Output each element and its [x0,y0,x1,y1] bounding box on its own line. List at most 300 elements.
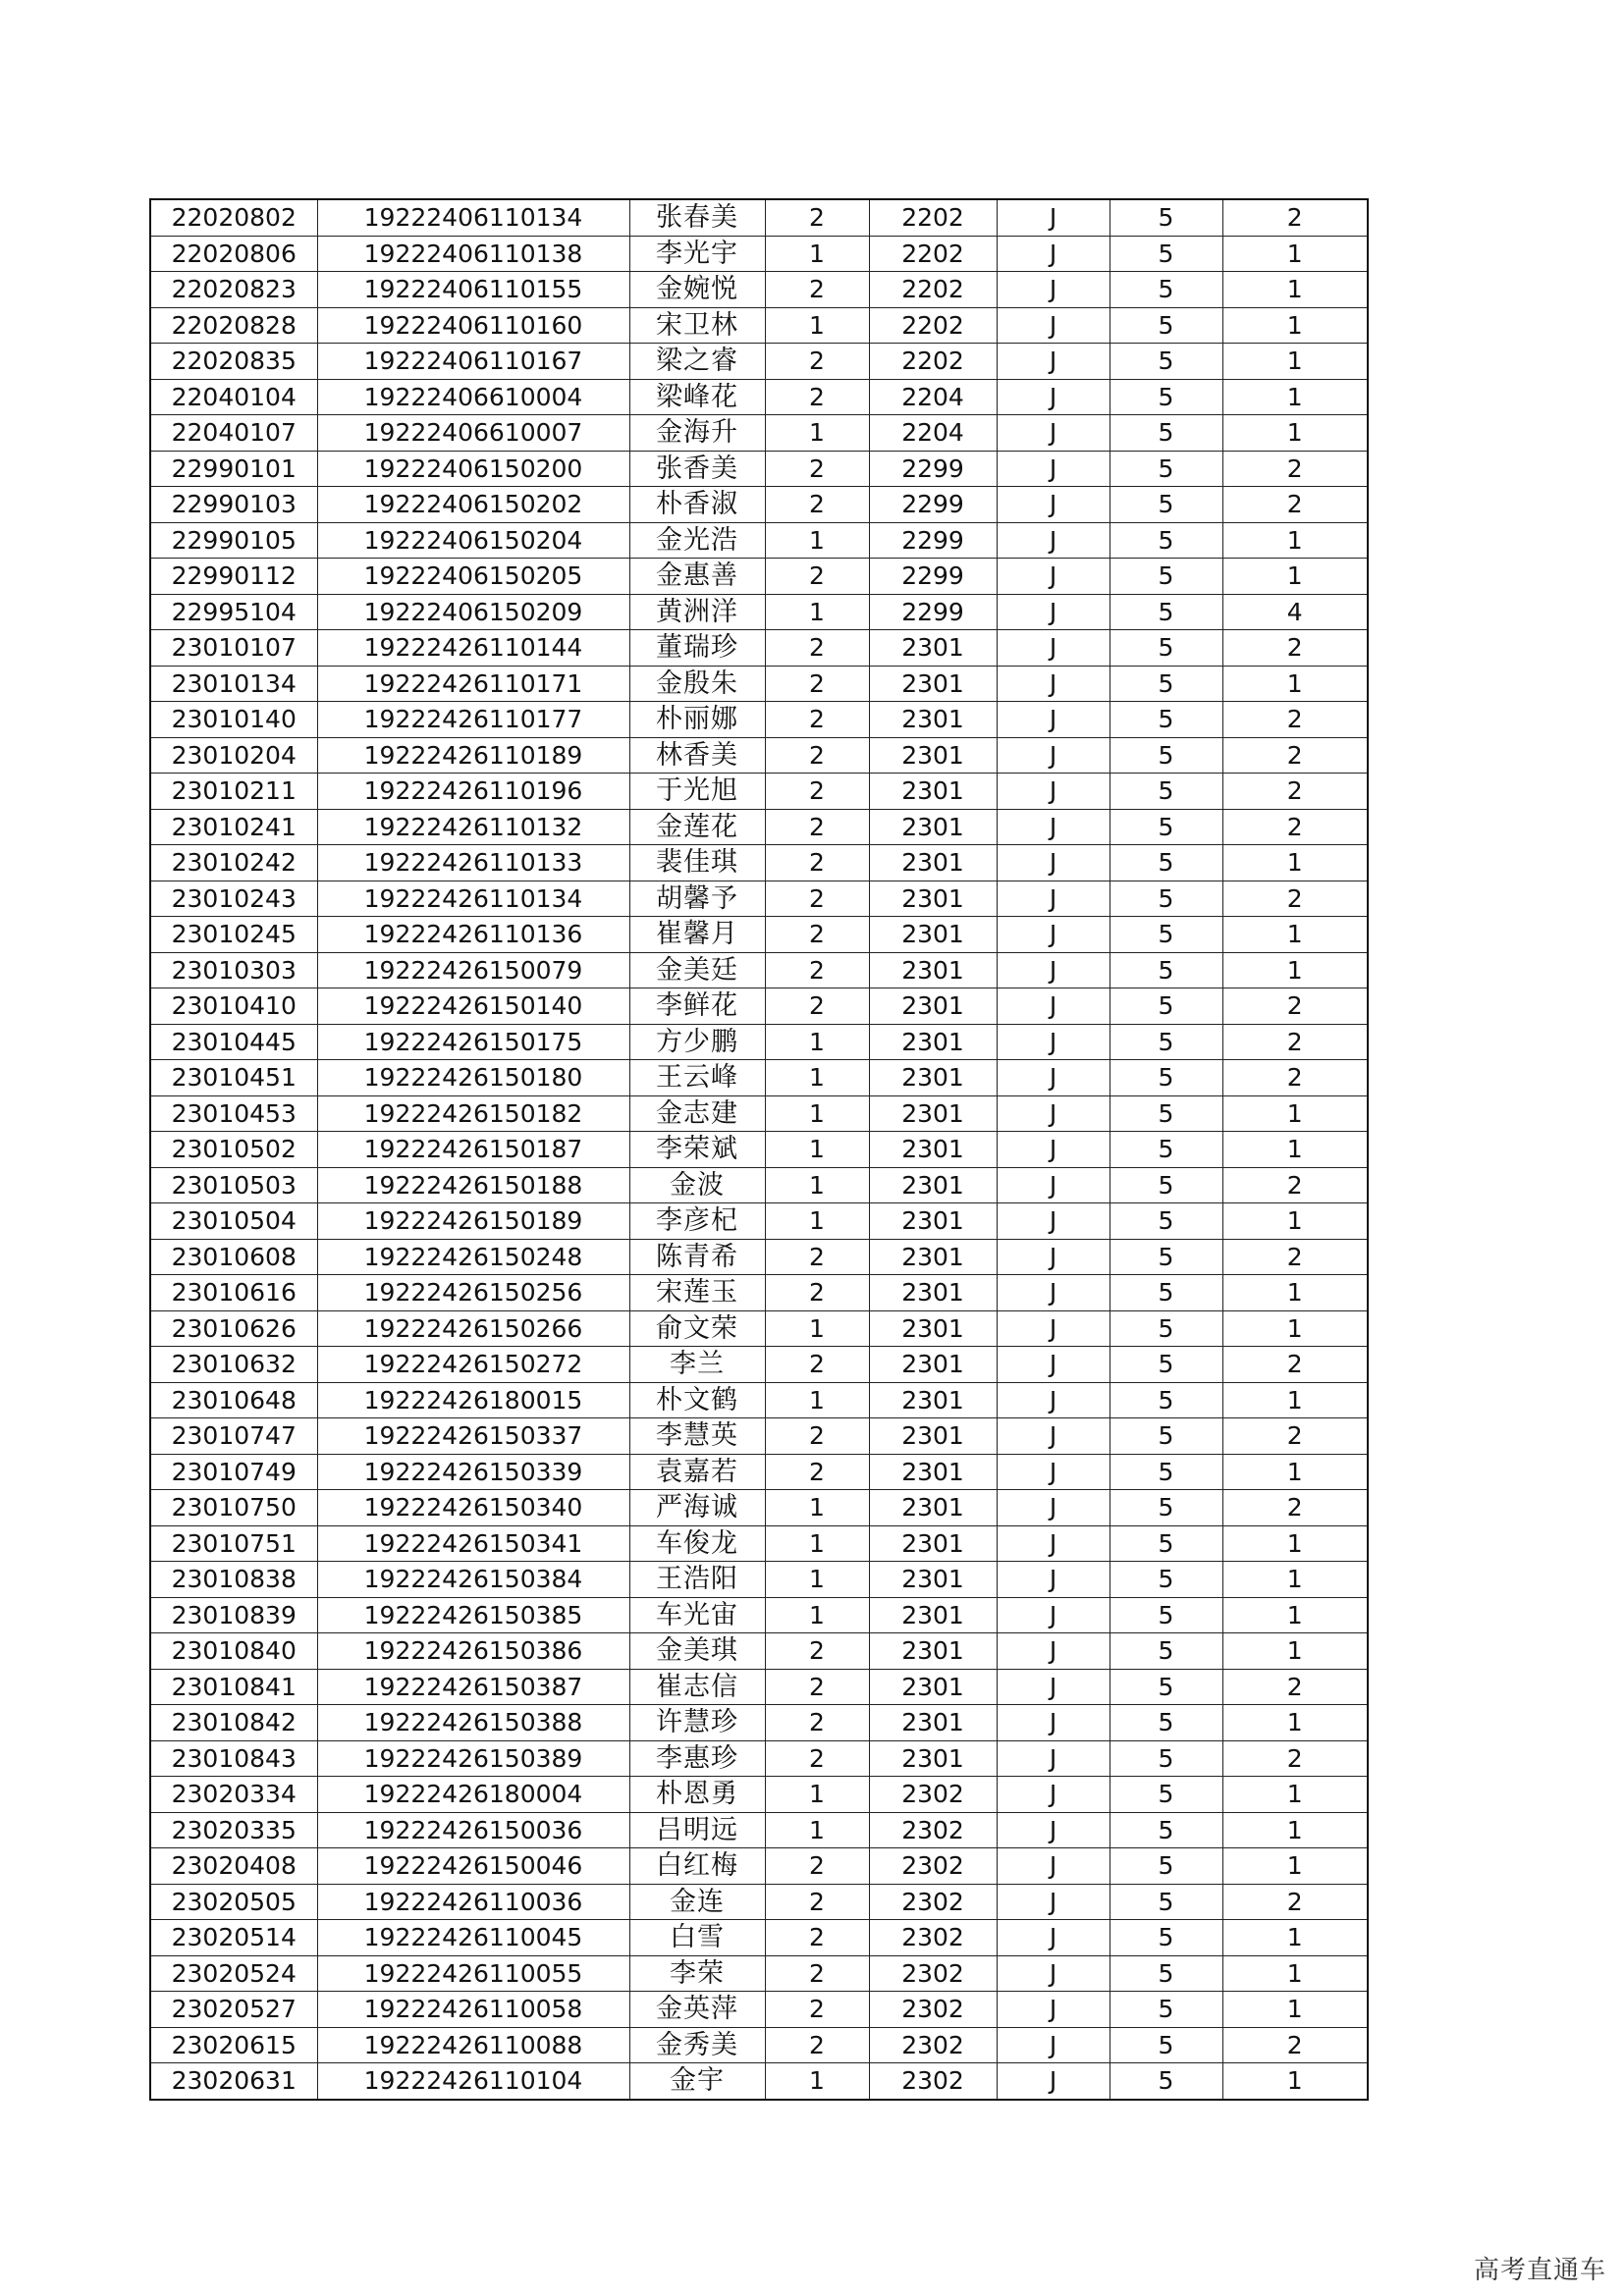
table-row [150,307,1368,344]
name-cell: 黄洲洋 [629,594,765,630]
class-code-cell: 2301 [869,1525,997,1562]
category-cell: J [997,809,1110,845]
exam-number-cell: 23010502 [150,1132,317,1168]
name-cell: 董瑞珍 [629,630,765,667]
class-code-cell: 2301 [869,1310,997,1347]
category-cell: J [997,451,1110,487]
gender-cell: 2 [765,988,869,1025]
table-row [150,1669,1368,1705]
exam-number-cell: 22040107 [150,415,317,452]
gender-cell: 2 [765,1705,869,1741]
class-code-cell: 2301 [869,1490,997,1526]
score-cell: 2 [1222,702,1368,738]
name-cell: 李荣 [629,1955,765,1992]
gender-cell: 2 [765,1239,869,1275]
name-cell: 宋卫林 [629,307,765,344]
table-row [150,952,1368,988]
candidate-id-cell: 19222426150340 [317,1490,629,1526]
exam-number-cell: 23010749 [150,1454,317,1490]
exam-number-cell: 22995104 [150,594,317,630]
candidate-id-cell: 19222426110136 [317,917,629,953]
class-code-cell: 2202 [869,307,997,344]
score-cell: 1 [1222,1633,1368,1670]
class-code-cell: 2301 [869,1382,997,1418]
level-cell: 5 [1110,988,1222,1025]
class-code-cell: 2302 [869,1920,997,1956]
level-cell: 5 [1110,379,1222,415]
candidate-id-cell: 19222406150205 [317,559,629,595]
candidate-id-cell: 19222406150202 [317,487,629,523]
category-cell: J [997,1884,1110,1920]
level-cell: 5 [1110,1382,1222,1418]
candidate-id-cell: 19222426150182 [317,1095,629,1132]
class-code-cell: 2301 [869,1633,997,1670]
exam-number-cell: 23010453 [150,1095,317,1132]
level-cell: 5 [1110,1167,1222,1203]
gender-cell: 2 [765,2027,869,2063]
level-cell: 5 [1110,1562,1222,1598]
class-code-cell: 2202 [869,236,997,272]
name-cell: 宋莲玉 [629,1275,765,1311]
name-cell: 金光浩 [629,522,765,559]
gender-cell: 2 [765,379,869,415]
table-row [150,487,1368,523]
name-cell: 吕明远 [629,1812,765,1848]
level-cell: 5 [1110,1024,1222,1060]
name-cell: 王云峰 [629,1060,765,1096]
candidate-id-cell: 19222426110132 [317,809,629,845]
gender-cell: 2 [765,702,869,738]
candidate-id-cell: 19222406110160 [317,307,629,344]
level-cell: 5 [1110,1669,1222,1705]
table-row [150,1633,1368,1670]
candidate-id-cell: 19222426150256 [317,1275,629,1311]
level-cell: 5 [1110,272,1222,308]
score-cell: 2 [1222,451,1368,487]
score-cell: 1 [1222,666,1368,702]
category-cell: J [997,1095,1110,1132]
name-cell: 金连 [629,1884,765,1920]
gender-cell: 1 [765,1525,869,1562]
candidate-id-cell: 19222426150036 [317,1812,629,1848]
score-cell: 1 [1222,344,1368,380]
category-cell: J [997,1167,1110,1203]
table-row [150,1132,1368,1168]
class-code-cell: 2301 [869,1060,997,1096]
name-cell: 袁嘉若 [629,1454,765,1490]
watermark-text: 高考直通车 [1473,2256,1606,2285]
score-cell: 2 [1222,2027,1368,2063]
exam-number-cell: 23010648 [150,1382,317,1418]
score-cell: 2 [1222,774,1368,810]
category-cell: J [997,1562,1110,1598]
exam-number-cell: 22020806 [150,236,317,272]
score-cell: 1 [1222,917,1368,953]
table-row [150,1777,1368,1813]
class-code-cell: 2204 [869,415,997,452]
exam-number-cell: 22020828 [150,307,317,344]
exam-number-cell: 23010211 [150,774,317,810]
score-cell: 1 [1222,2063,1368,2100]
table-row [150,1992,1368,2028]
candidate-id-cell: 19222426110045 [317,1920,629,1956]
class-code-cell: 2301 [869,1347,997,1383]
score-cell: 2 [1222,630,1368,667]
class-code-cell: 2301 [869,1203,997,1240]
level-cell: 5 [1110,737,1222,774]
class-code-cell: 2299 [869,451,997,487]
category-cell: J [997,1060,1110,1096]
category-cell: J [997,1275,1110,1311]
exam-number-cell: 23020615 [150,2027,317,2063]
level-cell: 5 [1110,344,1222,380]
gender-cell: 1 [765,1167,869,1203]
exam-number-cell: 22020835 [150,344,317,380]
level-cell: 5 [1110,1275,1222,1311]
level-cell: 5 [1110,559,1222,595]
class-code-cell: 2301 [869,1024,997,1060]
name-cell: 李慧英 [629,1418,765,1455]
score-cell: 1 [1222,1525,1368,1562]
name-cell: 朴丽娜 [629,702,765,738]
name-cell: 朴文鹤 [629,1382,765,1418]
table-row [150,236,1368,272]
level-cell: 5 [1110,1525,1222,1562]
gender-cell: 2 [765,1848,869,1885]
level-cell: 5 [1110,1848,1222,1885]
category-cell: J [997,1525,1110,1562]
score-cell: 1 [1222,1920,1368,1956]
level-cell: 5 [1110,1705,1222,1741]
score-cell: 2 [1222,809,1368,845]
exam-number-cell: 23010751 [150,1525,317,1562]
score-cell: 1 [1222,1597,1368,1633]
score-cell: 2 [1222,1490,1368,1526]
table-row [150,1418,1368,1455]
level-cell: 5 [1110,1597,1222,1633]
exam-number-cell: 22990103 [150,487,317,523]
level-cell: 5 [1110,1095,1222,1132]
exam-number-cell: 22020823 [150,272,317,308]
candidate-id-cell: 19222426110189 [317,737,629,774]
exam-number-cell: 23020335 [150,1812,317,1848]
score-cell: 2 [1222,487,1368,523]
level-cell: 5 [1110,774,1222,810]
exam-number-cell: 23010140 [150,702,317,738]
score-cell: 1 [1222,845,1368,881]
name-cell: 崔志信 [629,1669,765,1705]
class-code-cell: 2301 [869,1454,997,1490]
exam-number-cell: 23010503 [150,1167,317,1203]
category-cell: J [997,737,1110,774]
gender-cell: 2 [765,272,869,308]
gender-cell: 1 [765,1060,869,1096]
candidate-id-cell: 19222426150339 [317,1454,629,1490]
class-code-cell: 2299 [869,487,997,523]
level-cell: 5 [1110,2027,1222,2063]
table-row [150,1848,1368,1885]
category-cell: J [997,774,1110,810]
score-cell: 1 [1222,1848,1368,1885]
exam-number-cell: 23010838 [150,1562,317,1598]
level-cell: 5 [1110,666,1222,702]
table-row [150,917,1368,953]
gender-cell: 2 [765,1454,869,1490]
level-cell: 5 [1110,1418,1222,1455]
class-code-cell: 2301 [869,1239,997,1275]
level-cell: 5 [1110,917,1222,953]
score-cell: 2 [1222,1239,1368,1275]
name-cell: 金莲花 [629,809,765,845]
table-row [150,1167,1368,1203]
gender-cell: 2 [765,666,869,702]
category-cell: J [997,845,1110,881]
name-cell: 许慧珍 [629,1705,765,1741]
gender-cell: 2 [765,917,869,953]
category-cell: J [997,1203,1110,1240]
score-cell: 1 [1222,952,1368,988]
class-code-cell: 2202 [869,344,997,380]
table-row [150,1275,1368,1311]
class-code-cell: 2202 [869,199,997,236]
score-cell: 1 [1222,236,1368,272]
gender-cell: 2 [765,1992,869,2028]
name-cell: 金志建 [629,1095,765,1132]
candidate-id-cell: 19222426110055 [317,1955,629,1992]
table-row [150,344,1368,380]
score-cell: 1 [1222,1275,1368,1311]
gender-cell: 1 [765,1132,869,1168]
candidate-id-cell: 19222426150389 [317,1740,629,1777]
level-cell: 5 [1110,415,1222,452]
level-cell: 5 [1110,307,1222,344]
table-row [150,415,1368,452]
level-cell: 5 [1110,845,1222,881]
category-cell: J [997,487,1110,523]
exam-number-cell: 23010243 [150,881,317,917]
class-code-cell: 2301 [869,988,997,1025]
exam-number-cell: 23010410 [150,988,317,1025]
exam-number-cell: 23010608 [150,1239,317,1275]
name-cell: 金婉悦 [629,272,765,308]
class-code-cell: 2302 [869,2027,997,2063]
candidate-id-cell: 19222406610007 [317,415,629,452]
gender-cell: 2 [765,1740,869,1777]
score-cell: 1 [1222,1992,1368,2028]
category-cell: J [997,917,1110,953]
level-cell: 5 [1110,630,1222,667]
name-cell: 梁之睿 [629,344,765,380]
category-cell: J [997,1454,1110,1490]
category-cell: J [997,630,1110,667]
table-row [150,1740,1368,1777]
gender-cell: 2 [765,487,869,523]
score-cell: 2 [1222,1060,1368,1096]
class-code-cell: 2299 [869,522,997,559]
class-code-cell: 2299 [869,594,997,630]
gender-cell: 2 [765,1418,869,1455]
category-cell: J [997,199,1110,236]
table-row [150,809,1368,845]
table-row [150,522,1368,559]
score-cell: 2 [1222,988,1368,1025]
table-row [150,2027,1368,2063]
name-cell: 李光宇 [629,236,765,272]
name-cell: 李鲜花 [629,988,765,1025]
name-cell: 白红梅 [629,1848,765,1885]
gender-cell: 2 [765,1275,869,1311]
name-cell: 李兰 [629,1347,765,1383]
name-cell: 王浩阳 [629,1562,765,1598]
class-code-cell: 2202 [869,272,997,308]
level-cell: 5 [1110,594,1222,630]
exam-number-cell: 23010204 [150,737,317,774]
candidate-id-cell: 19222426150341 [317,1525,629,1562]
table-row [150,845,1368,881]
score-cell: 1 [1222,559,1368,595]
level-cell: 5 [1110,487,1222,523]
level-cell: 5 [1110,236,1222,272]
gender-cell: 2 [765,1920,869,1956]
table-row [150,630,1368,667]
score-cell: 1 [1222,1310,1368,1347]
gender-cell: 2 [765,809,869,845]
gender-cell: 1 [765,2063,869,2100]
level-cell: 5 [1110,809,1222,845]
score-cell: 2 [1222,1669,1368,1705]
category-cell: J [997,881,1110,917]
level-cell: 5 [1110,952,1222,988]
name-cell: 严海诚 [629,1490,765,1526]
name-cell: 张香美 [629,451,765,487]
name-cell: 白雪 [629,1920,765,1956]
exam-number-cell: 23020334 [150,1777,317,1813]
class-code-cell: 2301 [869,1167,997,1203]
category-cell: J [997,522,1110,559]
table-row [150,1203,1368,1240]
class-code-cell: 2302 [869,1992,997,2028]
gender-cell: 2 [765,845,869,881]
exam-number-cell: 22040104 [150,379,317,415]
score-cell: 2 [1222,737,1368,774]
exam-number-cell: 22020802 [150,199,317,236]
class-code-cell: 2301 [869,1132,997,1168]
gender-cell: 1 [765,236,869,272]
level-cell: 5 [1110,451,1222,487]
level-cell: 5 [1110,1490,1222,1526]
class-code-cell: 2301 [869,952,997,988]
table-row [150,666,1368,702]
class-code-cell: 2302 [869,1884,997,1920]
score-cell: 1 [1222,1132,1368,1168]
table-row [150,1024,1368,1060]
candidate-id-cell: 19222426150079 [317,952,629,988]
score-cell: 1 [1222,1382,1368,1418]
class-code-cell: 2302 [869,1777,997,1813]
score-cell: 2 [1222,881,1368,917]
category-cell: J [997,1992,1110,2028]
name-cell: 金惠善 [629,559,765,595]
table-row [150,1705,1368,1741]
level-cell: 5 [1110,2063,1222,2100]
name-cell: 陈青希 [629,1239,765,1275]
category-cell: J [997,988,1110,1025]
table-row [150,379,1368,415]
candidate-id-cell: 19222426110058 [317,1992,629,2028]
level-cell: 5 [1110,1633,1222,1670]
score-cell: 1 [1222,415,1368,452]
name-cell: 方少鹏 [629,1024,765,1060]
level-cell: 5 [1110,522,1222,559]
class-code-cell: 2301 [869,1562,997,1598]
name-cell: 胡馨予 [629,881,765,917]
gender-cell: 2 [765,1633,869,1670]
exam-number-cell: 22990105 [150,522,317,559]
gender-cell: 2 [765,559,869,595]
level-cell: 5 [1110,1132,1222,1168]
class-code-cell: 2301 [869,1418,997,1455]
score-cell: 1 [1222,272,1368,308]
category-cell: J [997,2027,1110,2063]
exam-number-cell: 23020631 [150,2063,317,2100]
gender-cell: 2 [765,344,869,380]
gender-cell: 1 [765,1310,869,1347]
candidate-id-cell: 19222406110134 [317,199,629,236]
score-cell: 1 [1222,1203,1368,1240]
gender-cell: 2 [765,630,869,667]
candidate-id-cell: 19222426110171 [317,666,629,702]
level-cell: 5 [1110,1955,1222,1992]
table-row [150,1239,1368,1275]
name-cell: 金秀美 [629,2027,765,2063]
score-cell: 2 [1222,1024,1368,1060]
score-cell: 1 [1222,1955,1368,1992]
gender-cell: 2 [765,952,869,988]
level-cell: 5 [1110,881,1222,917]
table-row [150,988,1368,1025]
category-cell: J [997,1132,1110,1168]
table-row [150,1920,1368,1956]
category-cell: J [997,1347,1110,1383]
level-cell: 5 [1110,1060,1222,1096]
category-cell: J [997,702,1110,738]
category-cell: J [997,1955,1110,1992]
category-cell: J [997,415,1110,452]
category-cell: J [997,1740,1110,1777]
category-cell: J [997,344,1110,380]
score-cell: 4 [1222,594,1368,630]
gender-cell: 1 [765,1024,869,1060]
score-cell: 1 [1222,1562,1368,1598]
table-row [150,1382,1368,1418]
gender-cell: 1 [765,1777,869,1813]
gender-cell: 1 [765,594,869,630]
category-cell: J [997,559,1110,595]
name-cell: 朴香淑 [629,487,765,523]
category-cell: J [997,1024,1110,1060]
table-row [150,1955,1368,1992]
exam-number-cell: 23010841 [150,1669,317,1705]
score-cell: 2 [1222,1167,1368,1203]
candidate-id-cell: 19222426110196 [317,774,629,810]
class-code-cell: 2301 [869,1669,997,1705]
category-cell: J [997,379,1110,415]
level-cell: 5 [1110,1812,1222,1848]
table-row [150,1884,1368,1920]
table-row [150,199,1368,236]
table-row [150,1490,1368,1526]
class-code-cell: 2302 [869,1848,997,1885]
